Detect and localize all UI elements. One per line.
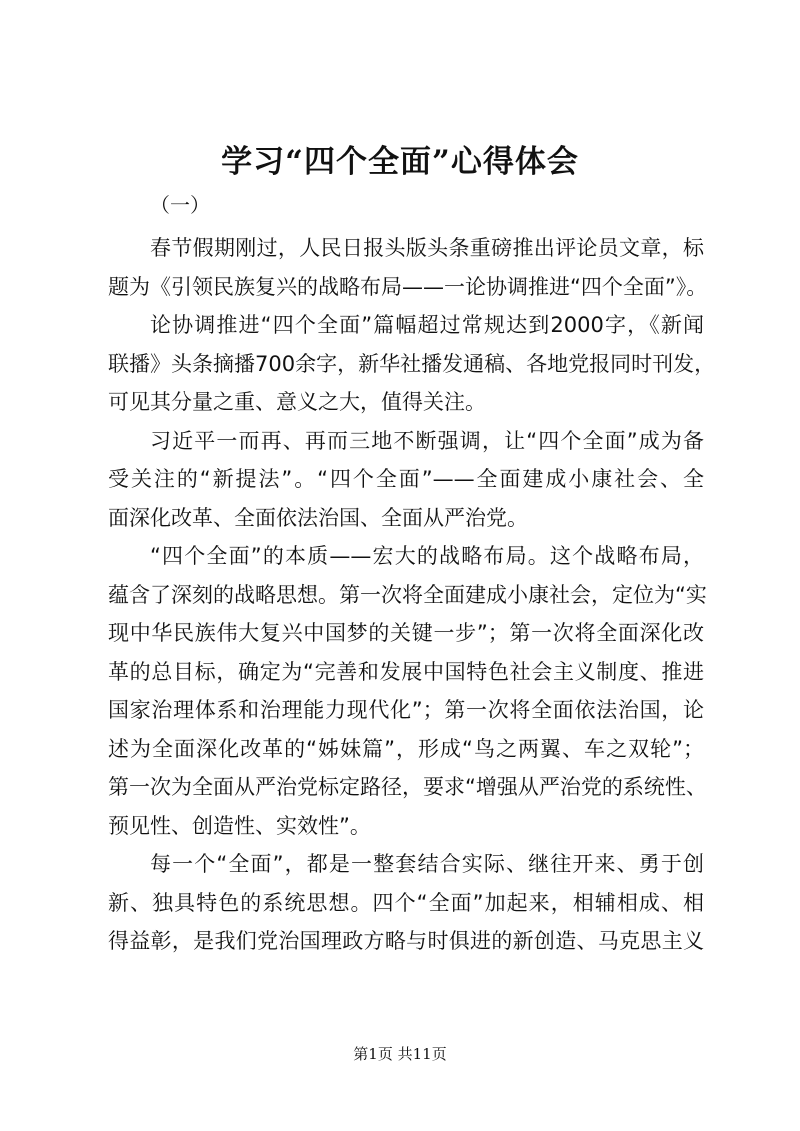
text-line: 国家治理体系和治理能力现代化”；第一次将全面依法治国，论 bbox=[108, 698, 704, 722]
text-line: 革的总目标，确定为“完善和发展中国特色社会主义制度、推进 bbox=[108, 659, 704, 684]
section-number: （一） bbox=[150, 193, 210, 217]
text-line: 题为《引领民族复兴的战略布局——一论协调推进“四个全面”》。 bbox=[108, 274, 708, 299]
text-line: 论协调推进“四个全面”篇幅超过常规达到2000字，《新闻 bbox=[150, 313, 704, 337]
text-line: “四个全面”的本质——宏大的战略布局。这个战略布局， bbox=[150, 544, 704, 568]
text-line: 受关注的“新提法”。“四个全面”——全面建成小康社会、全 bbox=[108, 467, 704, 491]
text-line: 面深化改革、全面依法治国、全面从严治党。 bbox=[108, 505, 528, 530]
text-line: 述为全面深化改革的“姊妹篇”，形成“鸟之两翼、车之双轮”； bbox=[108, 736, 704, 761]
paragraph-1 bbox=[108, 229, 708, 306]
paragraph-3 bbox=[108, 422, 704, 538]
page-number-footer: 第1页 共11页 bbox=[353, 1045, 447, 1063]
text-line: 春节假期刚过，人民日报头版头条重磅推出评论员文章，标 bbox=[150, 236, 704, 260]
text-line: 习近平一而再、再而三地不断强调，让“四个全面”成为备 bbox=[150, 428, 704, 453]
text-line: 可见其分量之重、意义之大，值得关注。 bbox=[108, 390, 486, 414]
text-line: 联播》头条摘播700余字，新华社播发通稿、各地党报同时刊发， bbox=[108, 351, 716, 376]
text-line: 第一次为全面从严治党标定路径，要求“增强从严治党的系统性、 bbox=[108, 775, 707, 799]
text-line: 蕴含了深刻的战略思想。第一次将全面建成小康社会，定位为“实 bbox=[108, 582, 707, 607]
paragraph-4 bbox=[108, 537, 707, 845]
text-line: 得益彰，是我们党治国理政方略与时俱进的新创造、马克思主义 bbox=[108, 929, 704, 953]
document-title: 学习“四个全面”心得体会 bbox=[221, 144, 579, 180]
document-body bbox=[108, 229, 716, 961]
paragraph-2 bbox=[108, 306, 716, 422]
text-line: 预见性、创造性、实效性”。 bbox=[108, 813, 371, 838]
paragraph-5 bbox=[108, 845, 704, 961]
text-line: 每一个“全面”，都是一整套结合实际、继往开来、勇于创 bbox=[150, 852, 704, 876]
text-line: 新、独具特色的系统思想。四个“全面”加起来，相辅相成、相 bbox=[108, 890, 704, 915]
text-line: 现中华民族伟大复兴中国梦的关键一步”；第一次将全面深化改 bbox=[108, 621, 704, 645]
